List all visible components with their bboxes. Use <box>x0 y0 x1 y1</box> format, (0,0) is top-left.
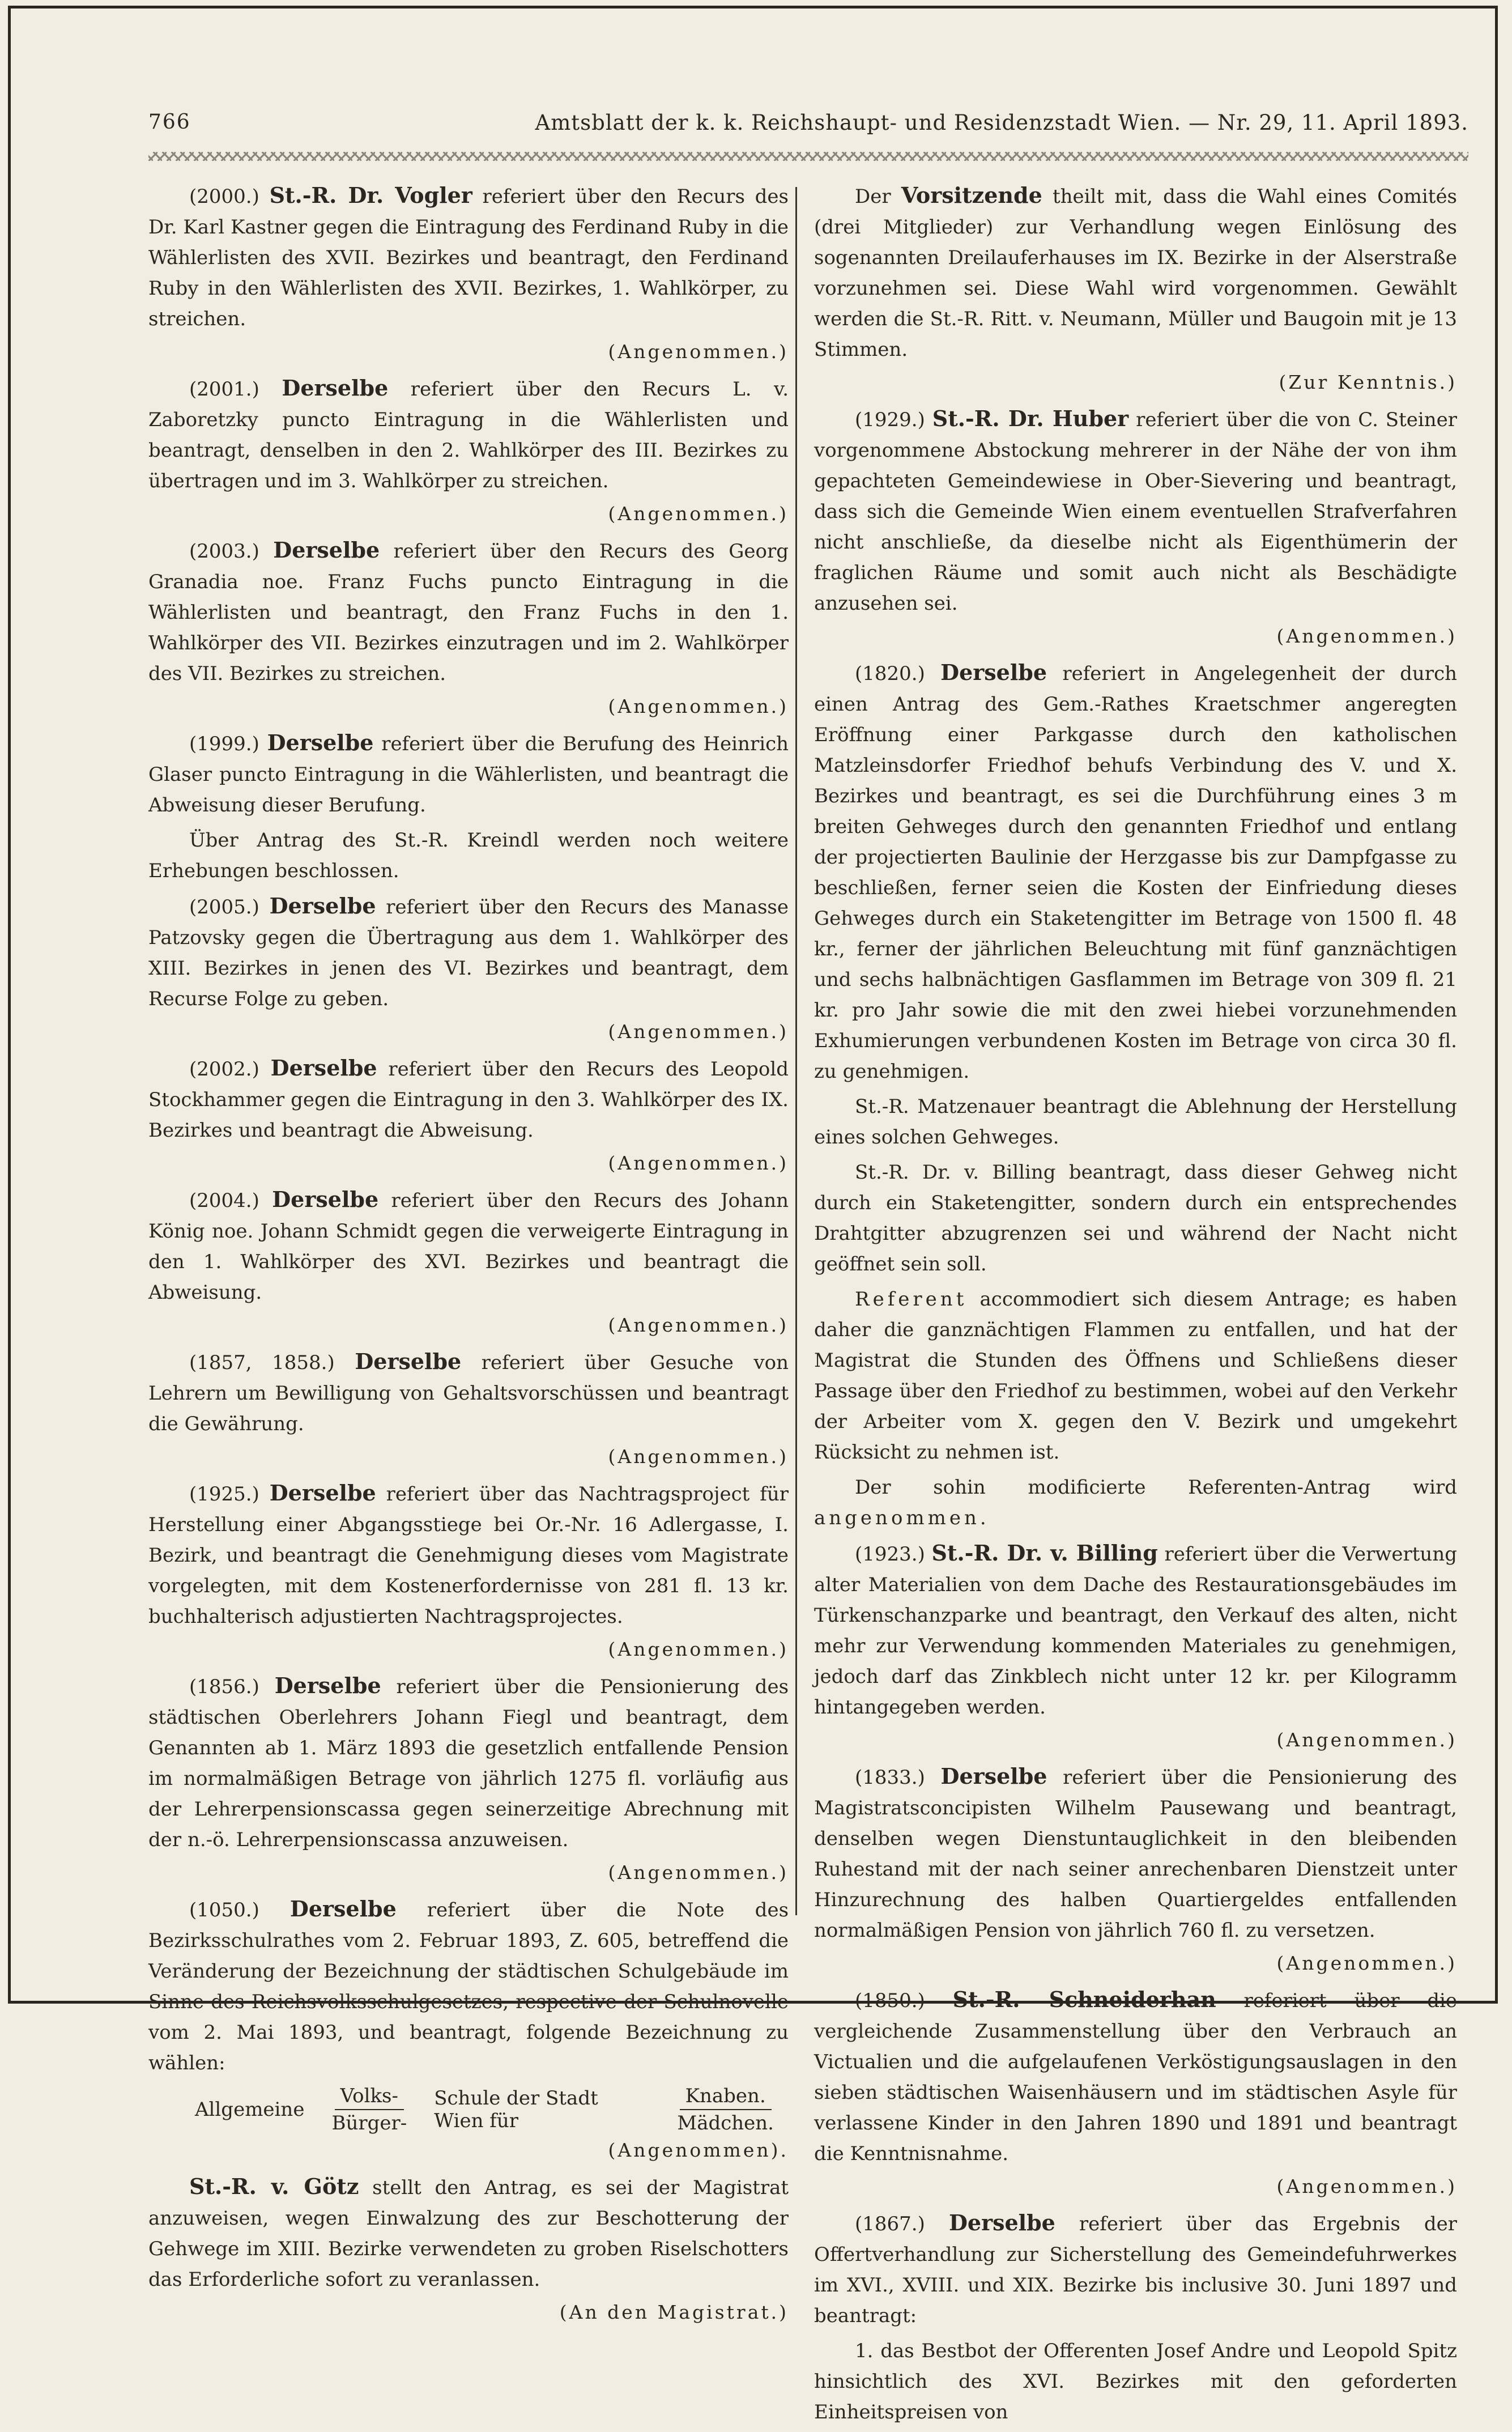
entry-1867: (1867.) Derselbe referiert über das Ergebnis der Offertverhandlung zur Sicherstellung des Gemeindefuhrwerkes im XVI., XVIII. und XIX. Bezirke bis inclusive 30. Juni 1897 und beantragt: <box>814 2210 1457 2327</box>
result: (Angenommen.) <box>608 503 789 525</box>
entry-1867-item-1: 1. das Bestbot der Offerenten Josef Andre und Leopold Spitz hinsichtlich des XVI. Bezirkes mit den geforderten Einheitspreisen von <box>814 2340 1457 2424</box>
entry-1923: (1923.) St.-R. Dr. v. Billing referiert über die Verwertung alter Materialien von dem Dache des Restaurationsgebäudes im Türkenschanzparke und beantragt, den Verkauf des alten, nicht mehr zur Verwendung kommenden Materiales zu genehmigen, jedoch darf das Zinkblech nicht unter 12 kr. per Kilogramm hintangegeben werden. <box>814 1540 1457 1719</box>
entry-2004: (2004.) Derselbe referiert über den Recurs des Johann König noe. Johann Schmidt gegen die verweigerte Eintragung in den 1. Wahlkörper des XVI. Bezirkes und beantragt die Abweisung. <box>148 1187 789 1304</box>
entry-1925: (1925.) Derselbe referiert über das Nachtragsproject für Herstellung einer Abgangsstiege bei Or.-Nr. 16 Adlergasse, I. Bezirk, und beantragt die Genehmigung dieses vom Magistrate vorgelegten, mit dem Kostenerfordernisse von 281 fl. 13 kr. buchhalterisch adjustierten Nachtragsprojectes. <box>148 1480 789 1628</box>
entry-matzenauer: St.-R. Matzenauer beantragt die Ablehnung der Herstellung eines solchen Gehweges. <box>814 1095 1457 1149</box>
result: (Angenommen.) <box>608 1314 789 1336</box>
result: (Angenommen.) <box>608 1445 789 1468</box>
entry-2001: (2001.) Derselbe referiert über den Recurs L. v. Zaboretzky puncto Eintragung in die Wählerlisten und beantragt, denselben in den 2. Wahlkörper des III. Bezirkes zu übertragen und im 3. Wahlkörper zu streichen. <box>148 375 789 492</box>
entry-1929: (1929.) St.-R. Dr. Huber referiert über die von C. Steiner vorgenommene Abstockung mehrerer in der Nähe der von ihm gepachteten Gemeindewiese in Ober-Sievering und beantragt, dass sich die Gemeinde Wien einem eventuellen Strafverfahren nicht anschließe, da dieselbe nicht als Eigenthümerin der fraglichen Räume und somit auch nicht als Beschädigte anzusehen sei. <box>814 406 1458 615</box>
entry-2005: (2005.) Derselbe referiert über den Recurs des Manasse Patzovsky gegen die Übertragung aus dem 1. Wahlkörper des XIII. Bezirkes in jenen des VI. Bezirkes und beantragt, dem Recurse Folge zu geben. <box>148 893 789 1010</box>
result: (Angenommen.) <box>608 1152 789 1174</box>
result: (Angenommen). <box>608 2139 789 2161</box>
entry-modified-motion: Der sohin modificierte Referenten-Antrag wird angenommen. <box>814 1476 1457 1529</box>
page-number: 766 <box>148 110 191 134</box>
result: (Angenommen.) <box>1276 2175 1457 2197</box>
left-column <box>148 180 789 2333</box>
entry-committee: Der Vorsitzende theilt mit, dass die Wahl eines Comités (drei Mitglieder) zur Verhandlung wegen Einlösung des sogenannten Dreilauferhauses im IX. Bezirke in der Alserstraße vorzunehmen sei. Diese Wahl wird vorgenommen. Gewählt werden die St.-R. Ritt. v. Neumann, Müller und Baugoin mit je 13 Stimmen. <box>814 182 1458 361</box>
entry-goetz: St.-R. v. Götz stellt den Antrag, es sei der Magistrat anzuweisen, wegen Einwalzung des zur Beschotterung der Gehwege im XIII. Bezirke verwendeten zu groben Riselschotters das Erforderliche sofort zu veranlassen. <box>148 2174 789 2291</box>
entry-2002: (2002.) Derselbe referiert über den Recurs des Leopold Stockhammer gegen die Eintragung in den 3. Wahlkörper des IX. Bezirkes und beantragt die Abweisung. <box>148 1055 789 1142</box>
entry-1850: (1850.) St.-R. Schneiderhan referiert über die vergleichende Zusammenstellung über den Verbrauch an Victualien und die aufgelaufenen Verköstigungsauslagen in den sieben städtischen Waisenhäusern und im städtischen Asyle für verlassene Kinder in den Jahren 1890 und 1891 und beantragt die Kenntnisnahme. <box>814 1987 1457 2165</box>
entry-2000: (2000.) St.-R. Dr. Vogler referiert über den Recurs des Dr. Karl Kastner gegen die Eintragung des Ferdinand Ruby in die Wählerlisten des XVII. Bezirkes und beantragt, den Ferdinand Ruby in den Wählerlisten des XVII. Bezirkes, 1. Wahlkörper, zu streichen. <box>148 182 789 330</box>
result: (Angenommen.) <box>608 341 789 363</box>
entry-1999: (1999.) Derselbe referiert über die Berufung des Heinrich Glaser puncto Eintragung in die Wählerlisten, und beantragt die Abweisung dieser Berufung. <box>148 730 789 817</box>
entry-1856: (1856.) Derselbe referiert über die Pensionierung des städtischen Oberlehrers Johann Fiegl und beantragt, dem Genannten ab 1. März 1893 die gesetzlich entfallende Pension im normalmäßigen Betrage von jährlich 1275 fl. vorläufig aus der Lehrerpensionscassa gegen seinerzeitige Abrechnung mit der n.-ö. Lehrerpensionscassa anzuweisen. <box>148 1673 789 1851</box>
header-rule <box>148 152 1468 161</box>
result: (Angenommen.) <box>608 1021 789 1043</box>
result: (Angenommen.) <box>608 1638 789 1660</box>
result: (An den Magistrat.) <box>559 2301 789 2323</box>
school-name-formula: Allgemeine $\frac{\text{Volks-}}{\text{Bürger-}}$ Schule der Stadt Wien für $\frac{\text{Knaben.}}{\text{Mädchen.}}$ <box>182 2083 789 2136</box>
entry-1999-note: Über Antrag des St.-R. Kreindl werden noch weitere Erhebungen beschlossen. <box>148 829 789 882</box>
result: (Angenommen.) <box>1276 1729 1457 1751</box>
result: (Angenommen.) <box>608 1861 789 1883</box>
result: (Angenommen.) <box>608 695 789 717</box>
right-column <box>814 180 1457 2432</box>
entry-1857: (1857, 1858.) Derselbe referiert über Gesuche von Lehrern um Bewilligung von Gehaltsvorschüssen und beantragt die Gewährung. <box>148 1349 789 1435</box>
entry-1833: (1833.) Derselbe referiert über die Pensionierung des Magistratsconcipisten Wilhelm Pausewang und beantragt, denselben wegen Dienstuntauglichkeit in den bleibenden Ruhestand mit der nach seiner anrechenbaren Dienstzeit unter Hinzurechnung des halben Quartiergeldes entfallenden normalmäßigen Pension von jährlich 760 fl. zu versetzen. <box>814 1763 1458 1942</box>
result: (Angenommen.) <box>1276 625 1457 647</box>
column-divider <box>795 187 797 1915</box>
entry-1820: (1820.) Derselbe referiert in Angelegenheit der durch einen Antrag des Gem.-Rathes Kraetschmer angeregten Eröffnung einer Parkgasse durch den katholischen Matzleinsdorfer Friedhof behufs Verbindung des V. und X. Bezirkes und beantragt, es sei die Durchführung eines 3 m breiten Gehweges durch den genannten Friedhof und entlang der projectierten Baulinie der Herzgasse bis zur Dampfgasse zu beschließen, ferner seien die Kosten der Einfriedung dieses Gehweges durch ein Staketengitter im Betrage von 1500 fl. 48 kr., ferner der jährlichen Beleuchtung mit fünf ganznächtigen und sechs halbnächtigen Gasflammen im Betrage von 309 fl. 21 kr. pro Jahr sowie die mit den zwei hiebei vorzunehmenden Exhumierungen verbundenen Kosten im Betrage von circa 30 fl. zu genehmigen. <box>814 660 1458 1083</box>
entry-billing-amendment: St.-R. Dr. v. Billing beantragt, dass dieser Gehweg nicht durch ein Staketengitter, sondern durch ein entsprechendes Drahtgitter abzugrenzen sei und während der Nacht nicht geöffnet sein soll. <box>814 1161 1457 1275</box>
running-title: Amtsblatt der k. k. Reichshaupt- und Residenzstadt Wien. — Nr. 29, 11. April 1893. <box>535 110 1468 135</box>
entry-2003: (2003.) Derselbe referiert über den Recurs des Georg Granadia noe. Franz Fuchs puncto Eintragung in die Wählerlisten und beantragt, den Franz Fuchs in den 1. Wahlkörper des VII. Bezirkes einzutragen und im 2. Wahlkörper des VII. Bezirkes zu streichen. <box>148 537 789 685</box>
result: (Zur Kenntnis.) <box>1279 371 1457 393</box>
entry-referent: Referent accommodiert sich diesem Antrage; es haben daher die ganznächtigen Flammen zu entfallen, und hat der Magistrat die Stunden des Öffnens und Schließens dieser Passage über den Friedhof zu bestimmen, wobei auf den Verkehr der Arbeiter vom X. gegen den V. Bezirk und umgekehrt Rücksicht zu nehmen ist. <box>814 1288 1457 1464</box>
page-header <box>148 110 1468 156</box>
result: (Angenommen.) <box>1276 1952 1457 1974</box>
entry-1050: (1050.) Derselbe referiert über die Note des Bezirksschulrathes vom 2. Februar 1893, Z. 605, betreffend die Veränderung der Bezeichnung der städtischen Schulgebäude im Sinne des Reichsvolksschulgesetzes, respective der Schulnovelle vom 2. Mai 1893, und beantragt, folgende Bezeichnung zu wählen: <box>148 1896 789 2074</box>
